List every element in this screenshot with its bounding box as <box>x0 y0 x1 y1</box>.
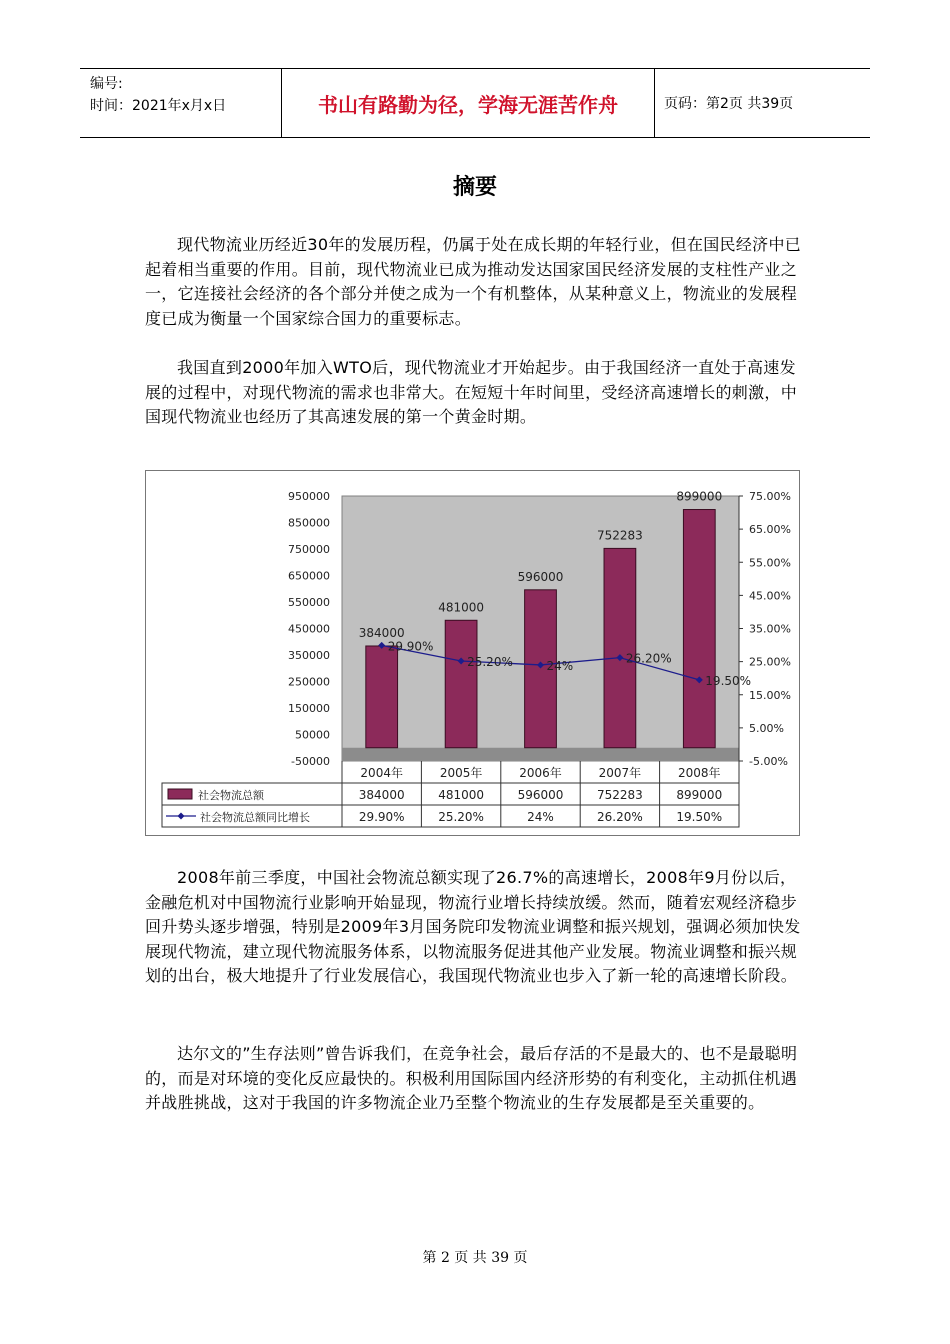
bar-value-label: 752283 <box>596 528 643 543</box>
y-right-tick-label: 25.00% <box>749 655 791 669</box>
y-left-tick-label: 850000 <box>288 516 330 530</box>
y-left-tick-label: 50000 <box>295 728 330 742</box>
y-left-tick-label: 150000 <box>288 702 330 715</box>
y-right-tick-label: 55.00% <box>749 556 791 570</box>
table-cell: 481000 <box>438 788 485 802</box>
y-right-tick-label: 5.00% <box>749 721 784 735</box>
legend-bar-label: 社会物流总额 <box>198 789 264 802</box>
table-cell: 26.20% <box>597 810 643 824</box>
y-left-tick-label: -50000 <box>291 755 330 768</box>
page-header <box>80 68 870 138</box>
header-meta <box>80 69 282 137</box>
table-cell: 25.20% <box>438 810 484 824</box>
number-label: 编号: <box>90 76 123 92</box>
y-right-tick-label: -5.00% <box>749 755 788 768</box>
paragraph-3: 2008年前三季度，中国社会物流总额实现了26.7%的高速增长，2008年9月份以后，金融危机对中国物流行业影响开始显现，物流行业增长持续放缓。然而，随着宏观经济稳步回升势头逐步增强，特别是2009年3月国务院印发物流业调整和振兴规划，强调必须加快发展现代物流，建立现代物流服务体系，以物流服务促进其他产业发展。物流业调整和振兴规划的出台，极大地提升了行业发展信心，我国现代物流业也步入了新一轮的高速增长阶段。 <box>145 868 801 985</box>
legend-line-marker <box>178 813 185 820</box>
line-value-label: 19.50% <box>705 673 752 688</box>
y-right-tick-label: 75.00% <box>749 490 791 503</box>
y-right-tick-label: 65.00% <box>749 523 791 537</box>
y-left-tick-label: 250000 <box>288 675 330 689</box>
bar-value-label: 384000 <box>358 625 405 640</box>
x-category-label: 2007年 <box>598 766 642 780</box>
x-category-label: 2004年 <box>360 766 403 780</box>
paragraph-4: 达尔文的”生存法则”曾告诉我们，在竞争社会，最后存活的不是最大的、也不是最聪明的，而是对环境的变化反应最快的。积极利用国际国内经济形势的有利变化，主动抓住机遇并战胜挑战，这对于我国的许多物流企业乃至整个物流业的生存发展都是至关重要的。 <box>145 1044 798 1112</box>
header-motto: 书山有路勤为径，学海无涯苦作舟 <box>282 69 655 137</box>
bar-value-label: 899000 <box>676 489 723 504</box>
page-title: 摘要 <box>452 175 497 200</box>
bar <box>604 548 636 747</box>
line-value-label: 24% <box>546 658 574 673</box>
x-category-label: 2008年 <box>678 766 721 780</box>
page-footer: 第 2 页 共 39 页 <box>422 1250 528 1266</box>
x-category-label: 2005年 <box>439 766 483 780</box>
bar <box>366 646 398 748</box>
line-value-label: 26.20% <box>625 651 672 666</box>
bar-value-label: 481000 <box>438 600 485 615</box>
bar <box>683 510 715 748</box>
y-left-tick-label: 350000 <box>288 649 330 662</box>
bar <box>445 620 477 747</box>
y-left-tick-label: 950000 <box>288 490 330 503</box>
line-value-label: 25.20% <box>467 654 513 669</box>
table-cell: 29.90% <box>358 810 405 824</box>
legend-bar-key <box>168 789 192 799</box>
header-page-info: 页码：第2页 共39页 <box>664 96 794 112</box>
paragraph-1: 现代物流业历经近30年的发展历程，仍属于处在成长期的年轻行业，但在国民经济中已起着相当重要的作用。目前，现代物流业已成为推动发达国家国民经济发展的支柱性产业之一，它连接社会经济的各个部分并使之成为一个有机整体，从某种意义上，物流业的发展程度已成为衡量一个国家综合国力的重要标志。 <box>145 235 802 328</box>
chart-canvas <box>146 471 801 837</box>
table-cell: 24% <box>527 810 554 824</box>
line-value-label: 29.90% <box>387 639 434 654</box>
y-left-tick-label: 750000 <box>288 543 330 556</box>
logistics-chart <box>145 470 800 836</box>
y-left-tick-label: 450000 <box>288 622 330 636</box>
y-right-tick-label: 35.00% <box>749 622 791 636</box>
legend-line-label: 社会物流总额同比增长 <box>200 811 310 824</box>
paragraph-2: 我国直到2000年加入WTO后，现代物流业才开始起步。由于我国经济一直处于高速发展的过程中，对现代物流的需求也非常大。在短短十年时间里，受经济高速增长的刺激，中国现代物流业也经历了其高速发展的第一个黄金时期。 <box>145 358 798 426</box>
bar-value-label: 596000 <box>517 569 564 584</box>
table-cell: 752283 <box>596 788 643 802</box>
y-left-tick-label: 550000 <box>288 596 330 609</box>
table-cell: 899000 <box>676 788 723 802</box>
table-cell: 19.50% <box>676 810 723 824</box>
x-category-label: 2006年 <box>519 766 562 780</box>
y-left-tick-label: 650000 <box>288 569 330 583</box>
table-cell: 596000 <box>517 788 564 802</box>
y-right-tick-label: 15.00% <box>749 688 791 702</box>
zero-band <box>342 748 739 761</box>
y-right-tick-label: 45.00% <box>749 589 791 603</box>
time-label: 时间：2021年x月x日 <box>90 98 227 114</box>
table-cell: 384000 <box>358 788 405 802</box>
